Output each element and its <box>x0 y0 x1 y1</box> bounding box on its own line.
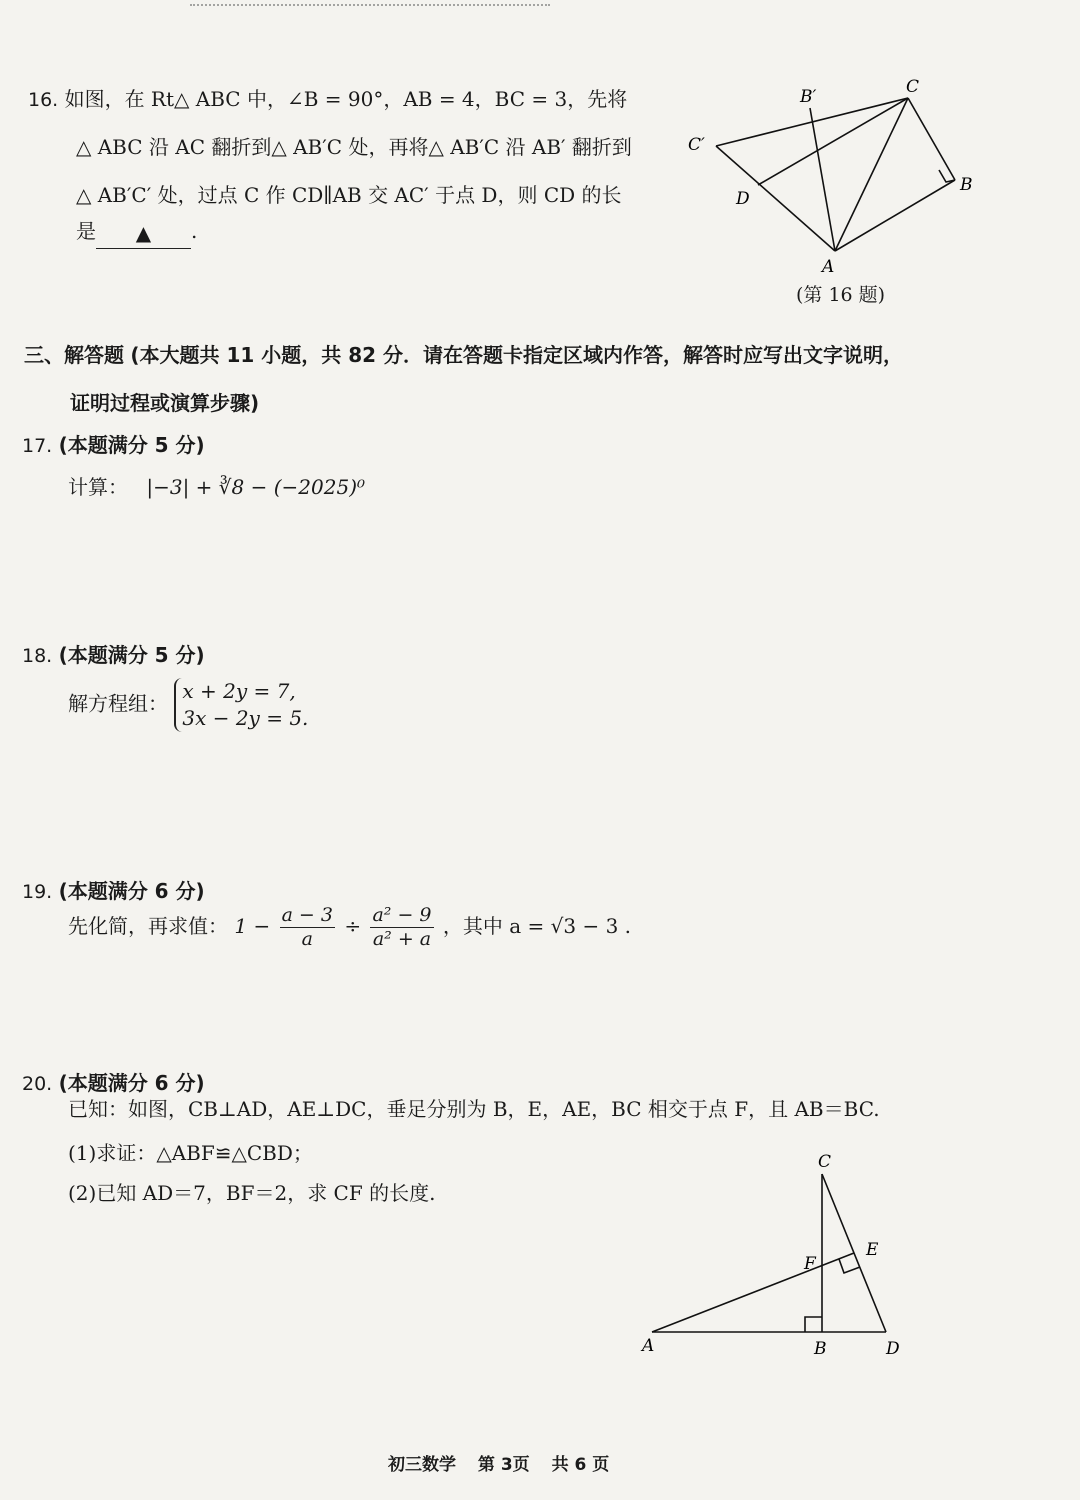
segment-AC <box>835 98 908 251</box>
q17-expression: |−3| + ∛8 − (−2025)⁰ <box>146 475 366 499</box>
label-F: F <box>804 1254 816 1274</box>
fraction-1: $\frac{a - 3}{a}$ <box>281 904 333 950</box>
top-cut-text <box>190 0 550 6</box>
q20-figure <box>630 1145 910 1360</box>
q17-prompt: 计算： <box>68 475 128 499</box>
right-angle-B <box>805 1317 822 1332</box>
footer-subject: 初三数学 <box>388 1455 456 1475</box>
equation-2: 3x − 2y = 5. <box>182 706 309 730</box>
fraction-2: $\frac{\text{a² − 9}}{\text{a² + a}}$ <box>372 904 432 950</box>
segment-CpA <box>716 146 835 251</box>
score-note: (本题满分 6 分) <box>58 879 205 903</box>
question-number: 17. <box>22 435 53 457</box>
label-A: A <box>642 1336 655 1356</box>
q18-body <box>68 678 308 732</box>
label-B: B <box>960 175 973 195</box>
page-footer <box>388 1450 609 1475</box>
q17-body <box>68 472 365 502</box>
answer-blank: ▲ <box>96 218 191 249</box>
label-E: E <box>866 1240 879 1260</box>
question-17 <box>22 430 205 461</box>
score-note: (本题满分 6 分) <box>58 1071 205 1095</box>
q19-tail: ，其中 a = √3 − 3 . <box>442 913 632 938</box>
q19-lead: 1 − <box>234 913 271 938</box>
section-desc-2: 证明过程或演算步骤) <box>70 391 260 415</box>
label-B: B <box>814 1339 827 1359</box>
score-note: (本题满分 5 分) <box>58 433 205 457</box>
label-Bprime: B′ <box>800 87 817 107</box>
question-number: 19. <box>22 881 53 903</box>
q20-part2: (2)已知 AD＝7，BF＝2，求 CF 的长度. <box>68 1181 436 1205</box>
q16-line2: △ ABC 沿 AC 翻折到△ AB′C 处，再将△ AB′C 沿 AB′ 翻折到 <box>76 135 632 159</box>
section-header <box>24 340 903 370</box>
label-A: A <box>822 257 835 277</box>
q20-given: 已知：如图，CB⊥AD，AE⊥DC，垂足分别为 B，E，AE，BC 相交于点 F，且 AB＝BC. <box>68 1097 880 1121</box>
q16-line4: 是 ▲ . <box>76 216 197 247</box>
q16-line3: △ AB′C′ 处，过点 C 作 CD∥AB 交 AC′ 于点 D，则 CD 的长 <box>76 183 622 207</box>
label-D: D <box>886 1339 900 1359</box>
question-number: 18. <box>22 645 53 667</box>
equation-1: x + 2y = 7, <box>182 679 296 703</box>
label-D: D <box>736 189 750 209</box>
divide-sign: ÷ <box>344 913 362 938</box>
equation-system <box>174 678 308 732</box>
q16-line1: 如图，在 Rt△ ABC 中，∠B = 90°，AB = 4，BC = 3，先将 <box>64 87 628 111</box>
q18-prompt: 解方程组： <box>68 691 168 716</box>
score-note: (本题满分 5 分) <box>58 643 205 667</box>
segment-AE <box>652 1253 854 1332</box>
footer-page: 第 3页 <box>477 1455 530 1475</box>
q16-figure <box>680 70 1000 285</box>
segment-BpA <box>810 108 835 251</box>
segment-AB <box>835 180 955 251</box>
label-Cprime: C′ <box>688 135 705 155</box>
label-C: C <box>818 1152 832 1172</box>
question-16 <box>28 84 627 115</box>
footer-total: 共 6 页 <box>551 1455 610 1475</box>
q16-caption: (第 16 题) <box>796 284 886 306</box>
q19-prompt: 先化简，再求值： <box>68 913 228 938</box>
question-19 <box>22 876 205 907</box>
label-C: C <box>906 77 920 97</box>
q19-body <box>68 904 631 951</box>
section-desc: (本大题共 11 小题，共 82 分．请在答题卡指定区域内作答，解答时应写出文字说明， <box>130 343 904 367</box>
question-number: 16. <box>28 89 59 111</box>
q20-part1: (1)求证：△ABF≌△CBD； <box>68 1141 313 1165</box>
question-18 <box>22 640 205 671</box>
segment-DC <box>758 98 908 185</box>
question-number: 20. <box>22 1073 53 1095</box>
segment-CB <box>908 98 955 180</box>
section-title: 三、解答题 <box>24 343 124 367</box>
